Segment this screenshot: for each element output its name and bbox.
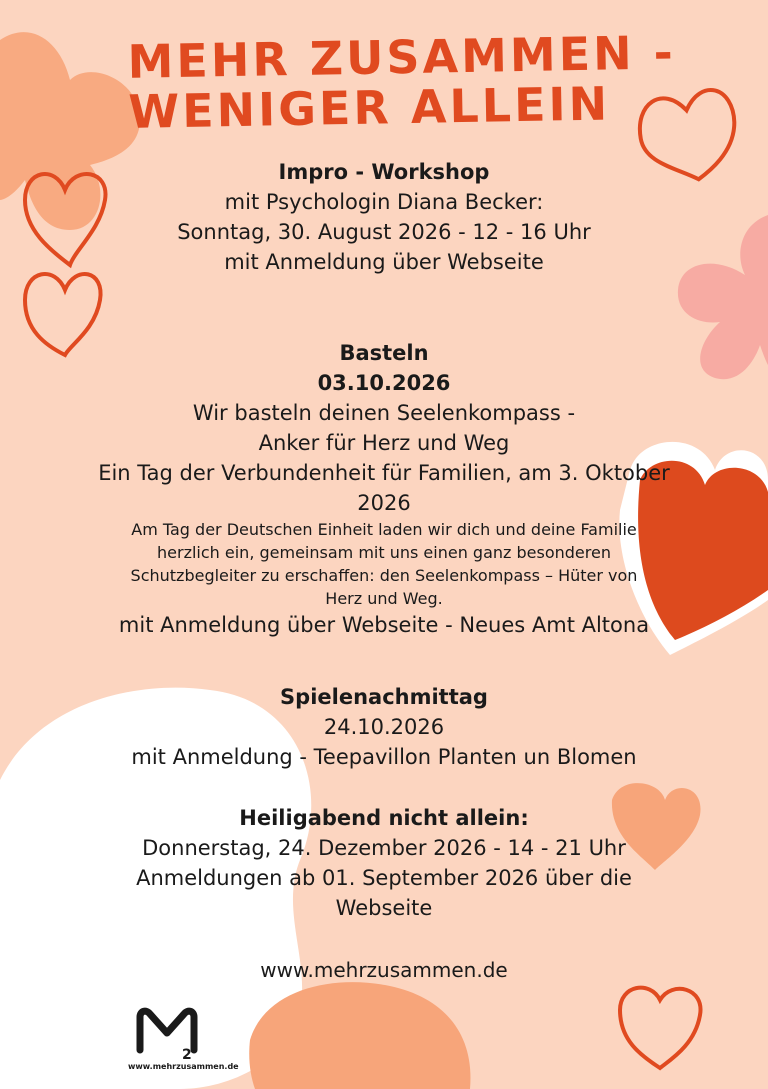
event-heading: Impro - Workshop: [278, 160, 490, 184]
event-line: mit Psychologin Diana Becker:: [224, 190, 544, 214]
event-spielenachmittag: [40, 682, 728, 772]
event-footer: mit Anmeldung über Webseite - Neues Amt Altona: [118, 613, 650, 637]
event-description-line: Schutzbegleiter zu erschaffen: den Seelenkompass – Hüter von: [130, 566, 638, 585]
title-line-1: MEHR ZUSAMMEN -: [127, 25, 677, 89]
event-line: Anmeldungen ab 01. September 2026 über die: [136, 866, 632, 890]
event-description-line: Am Tag der Deutschen Einheit laden wir dich und deine Familie: [131, 520, 637, 539]
event-line: mit Anmeldung - Teepavillon Planten un Blomen: [131, 745, 637, 769]
event-line: Webseite: [335, 896, 433, 920]
event-date: 03.10.2026: [317, 371, 451, 395]
outline-heart-bottom-right: [620, 988, 701, 1068]
event-basteln: [40, 338, 728, 640]
event-line: 24.10.2026: [323, 715, 445, 739]
svg-text:2: 2: [182, 1047, 192, 1061]
m2-logo-icon: [132, 1005, 202, 1061]
event-line: Sonntag, 30. August 2026 - 12 - 16 Uhr: [177, 220, 591, 244]
event-line: mit Anmeldung über Webseite: [224, 250, 544, 274]
event-line: Wir basteln deinen Seelenkompass -: [192, 401, 576, 425]
event-description-line: Herz und Weg.: [325, 589, 443, 608]
event-line: Donnerstag, 24. Dezember 2026 - 14 - 21 Uhr: [142, 836, 626, 860]
event-line: Ein Tag der Verbundenheit für Familien, am 3. Oktober: [98, 461, 670, 485]
title-line-2: WENIGER ALLEIN: [128, 76, 611, 139]
event-heiligabend: [40, 803, 728, 923]
logo-caption: www.mehrzusammen.de: [128, 1062, 239, 1071]
website-url: www.mehrzusammen.de: [260, 958, 508, 982]
poster-title: [127, 27, 689, 137]
event-heading: Basteln: [339, 341, 429, 365]
event-heading: Spielenachmittag: [280, 685, 488, 709]
event-impro-workshop: [40, 157, 728, 277]
event-description-line: herzlich ein, gemeinsam mit uns einen ganz besonderen: [157, 543, 611, 562]
event-line: 2026: [357, 491, 411, 515]
event-heading: Heiligabend nicht allein:: [239, 806, 529, 830]
event-line: Anker für Herz und Weg: [258, 431, 510, 455]
